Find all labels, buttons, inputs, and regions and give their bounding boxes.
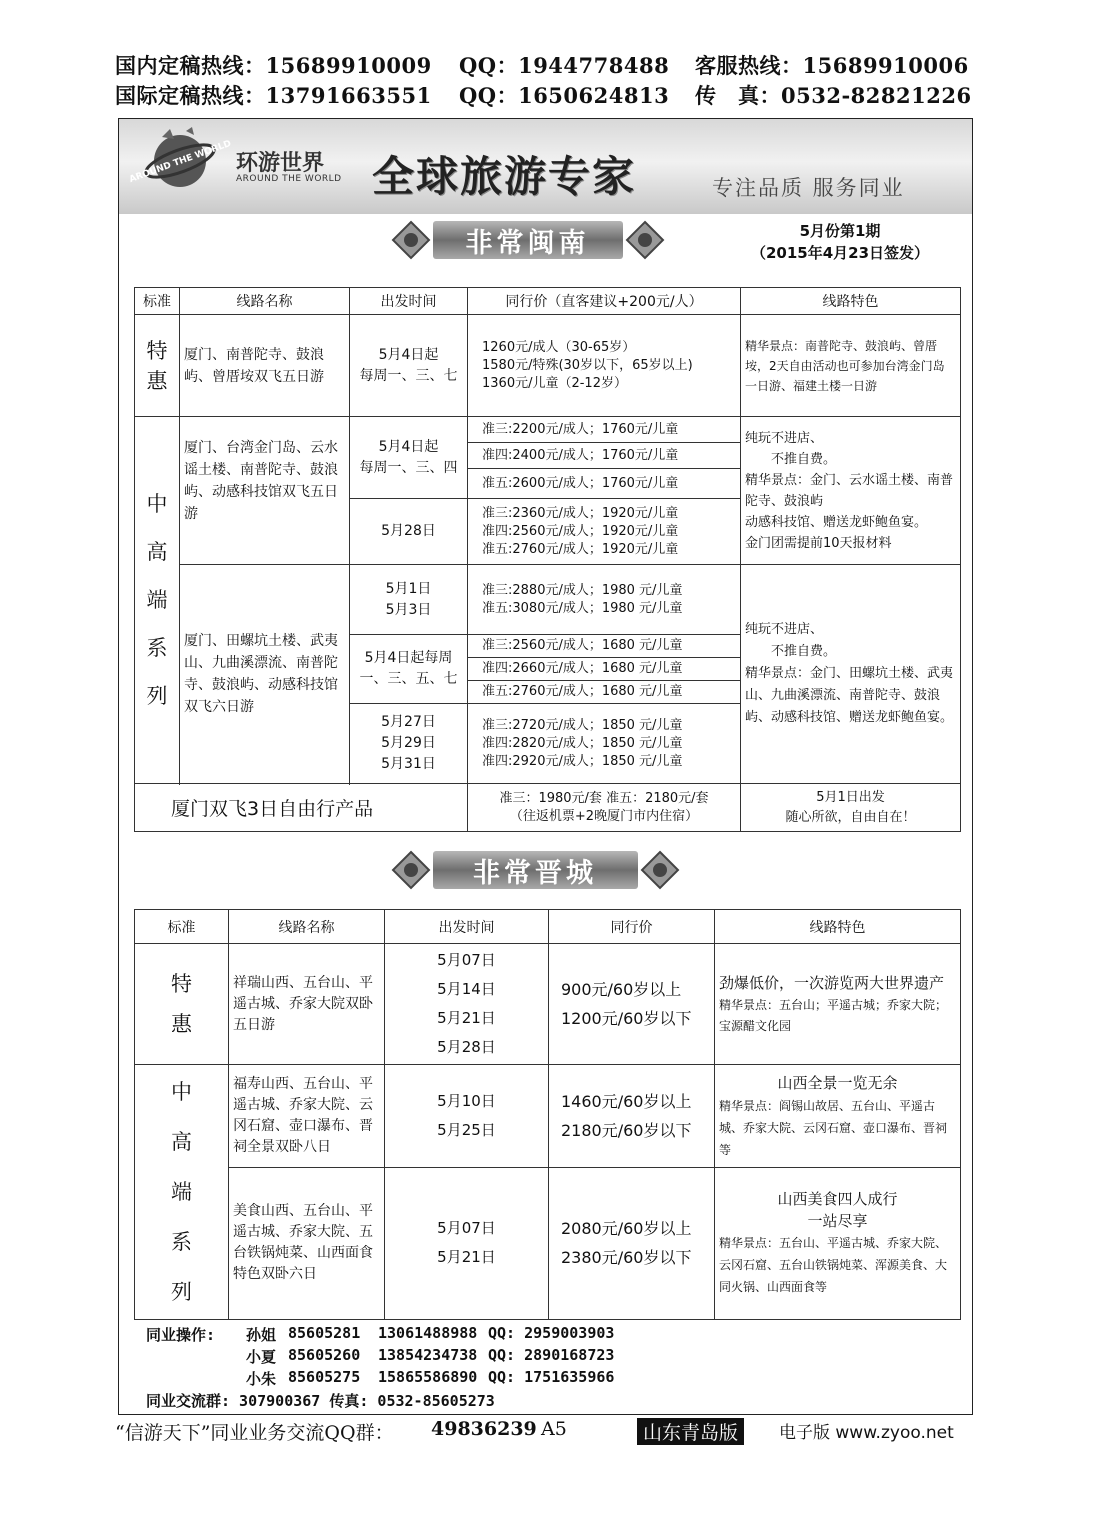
region-badge: 山东青岛版 bbox=[637, 1418, 744, 1445]
brand-name: 环游世界 bbox=[236, 151, 325, 176]
price: 准四:2400元/成人；1760元/儿童 bbox=[468, 443, 741, 469]
price: 准三:2560元/成人；1680 元/儿童 bbox=[468, 635, 741, 658]
departure-date: 5月27日 5月29日 5月31日 bbox=[350, 704, 468, 784]
issue-number: 5月份第1期 bbox=[799, 222, 881, 240]
standard-cell: 中 高 端 系 列 bbox=[135, 417, 180, 784]
domestic-hotline: 国内定稿热线：15689910009 bbox=[115, 53, 432, 78]
col-header: 线路名称 bbox=[180, 288, 350, 315]
route-feature: 精华景点：南普陀寺、鼓浪屿、曾厝垵，2天自由活动也可参加台湾金门岛一日游、福建土楼一日游 bbox=[741, 315, 961, 417]
fax-line: 传 真：0532-82821226 bbox=[695, 83, 972, 108]
price: 准五:2600元/成人；1760元/儿童 bbox=[468, 469, 741, 499]
price: 准三:2200元/成人；1760元/儿童 bbox=[468, 417, 741, 443]
issue-info bbox=[730, 220, 950, 264]
contact-name: 孙姐 bbox=[246, 1326, 277, 1344]
contact-qq: QQ: 1751635966 bbox=[488, 1368, 615, 1386]
route-feature: 纯玩不进店、 不推自费。 精华景点：金门、云水谣土楼、南普陀寺、鼓浪屿 动感科技馆、赠送龙虾鲍鱼宴。 金门团需提前10天报材料 bbox=[741, 417, 961, 565]
table-row bbox=[135, 1167, 961, 1319]
table-row bbox=[135, 565, 961, 635]
col-header: 标准 bbox=[135, 288, 180, 315]
price: 准三:2880元/成人；1980 元/儿童 准五:3080元/成人；1980 元/儿童 bbox=[468, 565, 741, 635]
route-feature: 纯玩不进店、 不推自费。 精华景点：金门、田螺坑土楼、武夷山、九曲溪漂流、南普陀寺、鼓浪屿、动感科技馆、赠送龙虾鲍鱼宴。 bbox=[741, 565, 961, 784]
footer-text: “信游天下”同业业务交流QQ群： bbox=[115, 1422, 394, 1444]
section-title-jincheng bbox=[385, 848, 685, 892]
standard-cell: 特 惠 bbox=[135, 944, 229, 1065]
minnan-table bbox=[134, 287, 961, 832]
feature-headline: 劲爆低价，一次游览两大世界遗产 bbox=[719, 974, 945, 992]
free-travel-feature: 5月1日出发 随心所欲，自由自在！ bbox=[741, 784, 961, 832]
table-row-free bbox=[135, 784, 961, 832]
route-name: 厦门、台湾金门岛、云水谣土楼、南普陀寺、鼓浪屿、动感科技馆双飞五日游 bbox=[180, 417, 350, 565]
col-header: 同行价 bbox=[549, 910, 715, 944]
col-header: 线路特色 bbox=[741, 288, 961, 315]
contact-mobile: 13854234738 bbox=[378, 1346, 478, 1364]
contact-phone: 85605281 bbox=[288, 1324, 361, 1342]
group-and-fax: 同业交流群: 307900367 传真: 0532-85605273 bbox=[146, 1392, 495, 1410]
col-header: 线路名称 bbox=[229, 910, 385, 944]
route-name: 厦门、南普陀寺、鼓浪屿、曾厝垵双飞五日游 bbox=[180, 315, 350, 417]
route-feature: 精华景点：阎锡山故居、五台山、平遥古城、乔家大院、云冈石窟、壶口瀑布、晋祠等 bbox=[719, 1098, 948, 1157]
logo-text: AROUND THE WORLD bbox=[128, 138, 233, 186]
route-feature-cell bbox=[715, 944, 961, 1065]
issue-date: （2015年4月23日签发） bbox=[750, 244, 930, 262]
section-title-minnan bbox=[385, 218, 670, 262]
departure-date: 5月4日起每周 一、三、五、七 bbox=[350, 635, 468, 704]
route-feature-cell bbox=[715, 1167, 961, 1319]
table-row bbox=[135, 315, 961, 417]
price: 900元/60岁以上 1200元/60岁以下 bbox=[549, 944, 715, 1065]
section-title-text: 非常晋城 bbox=[433, 851, 638, 889]
route-name: 福寿山西、五台山、平遥古城、乔家大院、云冈石窟、壶口瀑布、晋祠全景双卧八日 bbox=[229, 1065, 385, 1168]
col-header: 出发时间 bbox=[350, 288, 468, 315]
price: 准五:2760元/成人；1680 元/儿童 bbox=[468, 681, 741, 704]
departure-date: 5月4日起 每周一、三、四 bbox=[350, 417, 468, 499]
price: 准四:2660元/成人；1680 元/儿童 bbox=[468, 658, 741, 681]
jincheng-table bbox=[134, 909, 961, 1320]
ornament-right-icon bbox=[623, 218, 667, 262]
footer-website: 电子版 www.zyoo.net bbox=[779, 1423, 954, 1443]
table-row bbox=[135, 1065, 961, 1168]
brand-english: AROUND THE WORLD bbox=[236, 174, 342, 184]
route-name: 祥瑞山西、五台山、平遥古城、乔家大院双卧五日游 bbox=[229, 944, 385, 1065]
contact-phone: 85605260 bbox=[288, 1346, 361, 1364]
feature-headline: 山西美食四人成行 一站尽享 bbox=[777, 1190, 898, 1231]
col-header: 同行价（直客建议+200元/人） bbox=[468, 288, 741, 315]
contact-phone: 85605275 bbox=[288, 1368, 361, 1386]
contact-qq: QQ: 2890168723 bbox=[488, 1346, 615, 1364]
price: 准三:2720元/成人；1850 元/儿童 准四:2820元/成人；1850 元/儿童 准四:2920元/成人；1850 元/儿童 bbox=[468, 704, 741, 784]
intl-hotline: 国际定稿热线：13791663551 bbox=[115, 83, 432, 108]
ornament-left-icon bbox=[389, 218, 433, 262]
price: 1260元/成人（30-65岁） 1580元/特殊(30岁以下，65岁以上) 1360元/儿童（2-12岁） bbox=[468, 315, 741, 417]
footer-qq: 49836239 bbox=[431, 1418, 537, 1440]
table-row bbox=[135, 944, 961, 1065]
footer bbox=[115, 1418, 975, 1446]
standard-cell: 特 惠 bbox=[135, 315, 180, 417]
departure-date: 5月07日 5月14日 5月21日 5月28日 bbox=[385, 944, 549, 1065]
ornament-left-icon bbox=[389, 848, 433, 892]
departure-date: 5月07日 5月21日 bbox=[385, 1167, 549, 1319]
domestic-qq: QQ：1944778488 bbox=[459, 53, 670, 78]
contact-mobile: 13061488988 bbox=[378, 1324, 478, 1342]
contact-qq: QQ: 2959003903 bbox=[488, 1324, 615, 1342]
col-header: 标准 bbox=[135, 910, 229, 944]
feature-headline: 山西全景一览无余 bbox=[777, 1073, 898, 1092]
route-name: 厦门、田螺坑土楼、武夷山、九曲溪漂流、南普陀寺、鼓浪屿、动感科技馆双飞六日游 bbox=[180, 565, 350, 784]
table-header-row bbox=[135, 288, 961, 315]
departure-date: 5月4日起 每周一、三、七 bbox=[350, 315, 468, 417]
contact-label: 同业操作: bbox=[146, 1326, 216, 1344]
route-feature: 精华景点：五台山、平遥古城、乔家大院、云冈石窟、五台山铁锅炖菜、浑源美食、大同火锅、山西面食等 bbox=[719, 1236, 948, 1295]
price: 2080元/60岁以上 2380元/60岁以下 bbox=[549, 1167, 715, 1319]
route-feature-cell bbox=[715, 1065, 961, 1168]
contact-name: 小夏 bbox=[246, 1348, 277, 1366]
section-title-text: 非常闽南 bbox=[433, 221, 623, 259]
intl-qq: QQ：1650624813 bbox=[459, 83, 670, 108]
col-header: 出发时间 bbox=[385, 910, 549, 944]
col-header: 线路特色 bbox=[715, 910, 961, 944]
slogan: 全球旅游专家 bbox=[372, 152, 637, 201]
route-name: 美食山西、五台山、平遥古城、乔家大院、五台铁锅炖菜、山西面食特色双卧六日 bbox=[229, 1167, 385, 1319]
free-travel-price: 准三：1980元/套 准五：2180元/套 （往返机票+2晚厦门市内住宿） bbox=[468, 784, 741, 832]
globe-logo-icon bbox=[128, 127, 233, 191]
price: 准三:2360元/成人；1920元/儿童 准四:2560元/成人；1920元/儿童 准五:2760元/成人；1920元/儿童 bbox=[468, 499, 741, 565]
free-travel-name: 厦门双飞3日自由行产品 bbox=[135, 784, 468, 832]
ornament-right-icon bbox=[638, 848, 682, 892]
footer-page: A5 bbox=[541, 1418, 567, 1440]
motto: 专注品质 服务同业 bbox=[712, 176, 905, 200]
contact-name: 小朱 bbox=[246, 1370, 277, 1388]
route-feature: 精华景点：五台山；平遥古城；乔家大院；宝源醋文化园 bbox=[719, 998, 948, 1033]
service-hotline: 客服热线：15689910006 bbox=[695, 53, 969, 78]
contact-mobile: 15865586890 bbox=[378, 1368, 478, 1386]
departure-date: 5月10日 5月25日 bbox=[385, 1065, 549, 1168]
departure-date: 5月1日 5月3日 bbox=[350, 565, 468, 635]
table-row bbox=[135, 417, 961, 443]
table-header-row bbox=[135, 910, 961, 944]
departure-date: 5月28日 bbox=[350, 499, 468, 565]
price: 1460元/60岁以上 2180元/60岁以下 bbox=[549, 1065, 715, 1168]
standard-cell: 中 高 端 系 列 bbox=[135, 1065, 229, 1320]
